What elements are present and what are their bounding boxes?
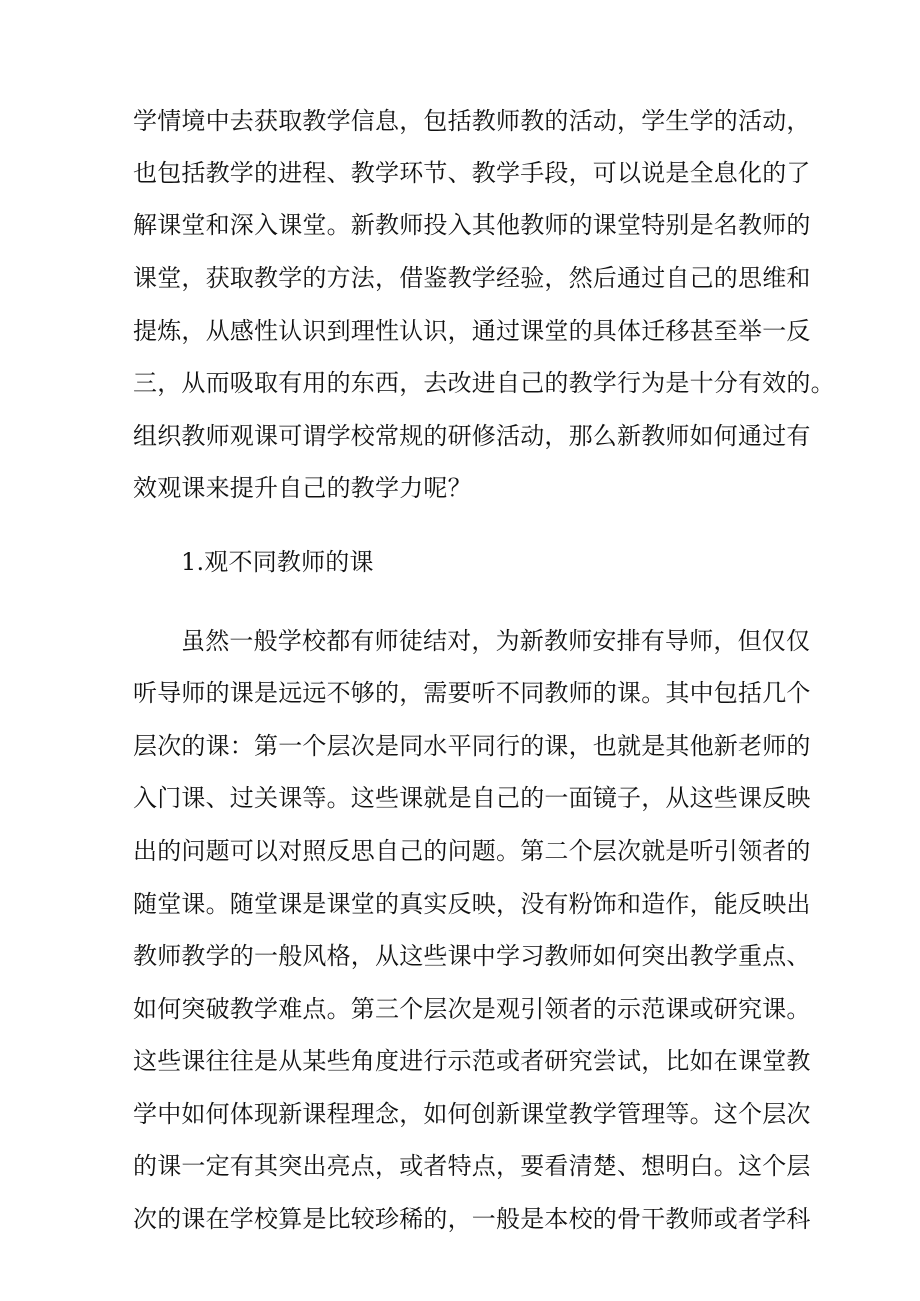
paragraph-2-line-8: 如何突破教学难点。第三个层次是观引领者的示范课或研究课。 — [133, 995, 811, 1023]
paragraph-1-line-6: 三，从而吸取有用的东西，去改进自己的教学行为是十分有效的。 — [133, 369, 835, 397]
paragraph-2-line-9: 这些课往往是从某些角度进行示范或者研究尝试，比如在课堂教 — [133, 1047, 811, 1075]
paragraph-2-line-3: 层次的课：第一个层次是同水平同行的课，也就是其他新老师的 — [133, 732, 811, 760]
paragraph-1-line-3: 解课堂和深入课堂。新教师投入其他教师的课堂特别是名教师的 — [133, 211, 811, 239]
paragraph-1-line-1: 学情境中去获取教学信息，包括教师教的活动，学生学的活动， — [133, 107, 811, 135]
section-heading-1: 1.观不同教师的课 — [181, 548, 374, 576]
paragraph-1-line-7: 组织教师观课可谓学校常规的研修活动，那么新教师如何通过有 — [133, 422, 811, 450]
paragraph-2-line-12: 次的课在学校算是比较珍稀的，一般是本校的骨干教师或者学科 — [133, 1205, 811, 1233]
paragraph-1-line-2: 也包括教学的进程、教学环节、教学手段，可以说是全息化的了 — [133, 159, 811, 187]
paragraph-2-line-7: 教师教学的一般风格，从这些课中学习教师如何突出教学重点、 — [133, 942, 811, 970]
paragraph-1-line-8: 效观课来提升自己的教学力呢？ — [133, 474, 472, 502]
paragraph-2-line-5: 出的问题可以对照反思自己的问题。第二个层次就是听引领者的 — [133, 837, 811, 865]
paragraph-2-line-2: 听导师的课是远远不够的，需要听不同教师的课。其中包括几个 — [133, 679, 811, 707]
paragraph-1-line-4: 课堂，获取教学的方法，借鉴教学经验，然后通过自己的思维和 — [133, 264, 811, 292]
paragraph-2-line-4: 入门课、过关课等。这些课就是自己的一面镜子，从这些课反映 — [133, 784, 811, 812]
paragraph-2-line-11: 的课一定有其突出亮点，或者特点，要看清楚、想明白。这个层 — [133, 1152, 811, 1180]
paragraph-2-line-10: 学中如何体现新课程理念，如何创新课堂教学管理等。这个层次 — [133, 1100, 811, 1128]
paragraph-2-line-6: 随堂课。随堂课是课堂的真实反映，没有粉饰和造作，能反映出 — [133, 890, 811, 918]
paragraph-2-line-1: 虽然一般学校都有师徒结对，为新教师安排有导师，但仅仅 — [181, 627, 811, 655]
paragraph-1-line-5: 提炼，从感性认识到理性认识，通过课堂的具体迁移甚至举一反 — [133, 317, 811, 345]
